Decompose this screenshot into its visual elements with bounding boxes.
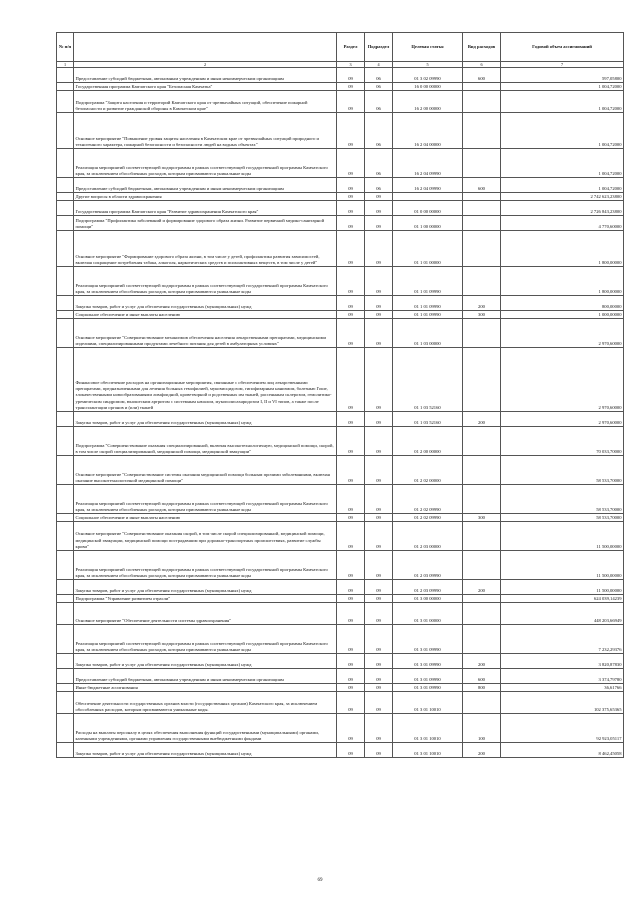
row-podrazdel-cell: 09 [365, 522, 393, 551]
row-amount-cell: 597,05800 [501, 68, 624, 83]
row-expense-type-cell [463, 625, 501, 654]
row-amount-cell: 2 970,60000 [501, 412, 624, 427]
row-name-cell: Основное мероприятие "Повышение уровня защиты населения в Камчатском крае от чрезвычайных ситуаций природного и техногенного характера, пожарной безопасности и безопасности людей на водных объектах" [74, 113, 337, 149]
table-row [57, 113, 624, 149]
row-name-cell: Обеспечение деятельности государственных органов власти (государственных органов) Камчатского края, за исключением обособленных расходов, которым присваиваются уникальные коды. [74, 692, 337, 714]
row-name-cell: Основное мероприятие "Совершенствование оказания скорой, в том числе скорой специализированной, медицинской помощи, медицинской эвакуации, медицинской помощи пострадавшим при дорожно-транспортных происшествиях, развитие службы крови" [74, 522, 337, 551]
row-expense-type-cell [463, 456, 501, 485]
row-podrazdel-cell: 09 [365, 427, 393, 456]
row-razdel-cell: 09 [337, 654, 365, 669]
row-razdel-cell: 09 [337, 514, 365, 522]
row-target-article-cell: 01 2 03 09990 [393, 580, 463, 595]
row-amount-cell: 11 500,00000 [501, 580, 624, 595]
row-number-cell [57, 603, 74, 625]
row-number-cell [57, 692, 74, 714]
table-row [57, 91, 624, 113]
row-podrazdel-cell: 09 [365, 743, 393, 758]
row-expense-type-cell: 200 [463, 412, 501, 427]
row-razdel-cell: 09 [337, 319, 365, 348]
row-name-cell: Основное мероприятие "Совершенствование механизмов обеспечения населения лекарственными препаратами, медицинскими изделиями, специализированными продуктами лечебного питания для детей в амбулаторных условиях" [74, 319, 337, 348]
row-target-article-cell: 01 1 01 09990 [393, 267, 463, 296]
row-razdel-cell: 09 [337, 83, 365, 91]
row-target-article-cell: 01 1 01 00000 [393, 231, 463, 267]
table-row [57, 692, 624, 714]
row-name-cell: Закупка товаров, работ и услуг для обеспечения государственных (муниципальных) нужд [74, 580, 337, 595]
row-razdel-cell: 09 [337, 216, 365, 231]
table-row [57, 216, 624, 231]
row-expense-type-cell [463, 485, 501, 514]
table-row [57, 595, 624, 603]
row-amount-cell: 70 033,70000 [501, 427, 624, 456]
row-podrazdel-cell: 09 [365, 296, 393, 311]
row-number-cell [57, 714, 74, 743]
table-row [57, 319, 624, 348]
row-expense-type-cell: 200 [463, 580, 501, 595]
column-number: 6 [463, 62, 501, 68]
row-podrazdel-cell: 09 [365, 654, 393, 669]
row-podrazdel-cell: 09 [365, 267, 393, 296]
row-razdel-cell: 09 [337, 669, 365, 684]
row-amount-cell: 1 004,72000 [501, 149, 624, 178]
row-podrazdel-cell: 09 [365, 193, 393, 201]
row-number-cell [57, 625, 74, 654]
row-podrazdel-cell: 06 [365, 149, 393, 178]
row-name-cell: Расходы на выплаты персоналу в целях обеспечения выполнения функций государственными (муниципальными) органами, казенными учреждениями, органами управления государственными внебюджетными фондами [74, 714, 337, 743]
row-expense-type-cell [463, 348, 501, 412]
row-razdel-cell: 09 [337, 231, 365, 267]
row-expense-type-cell: 100 [463, 714, 501, 743]
row-name-cell: Основное мероприятие "Обеспечение деятельности системы здравоохранения" [74, 603, 337, 625]
row-podrazdel-cell: 09 [365, 551, 393, 580]
row-razdel-cell: 09 [337, 595, 365, 603]
table-row [57, 669, 624, 684]
row-expense-type-cell [463, 522, 501, 551]
row-razdel-cell: 09 [337, 149, 365, 178]
row-razdel-cell: 09 [337, 91, 365, 113]
row-expense-type-cell [463, 231, 501, 267]
row-expense-type-cell [463, 692, 501, 714]
row-razdel-cell: 09 [337, 412, 365, 427]
row-podrazdel-cell: 09 [365, 603, 393, 625]
row-razdel-cell: 09 [337, 580, 365, 595]
row-amount-cell: 1 004,72000 [501, 113, 624, 149]
row-amount-cell: 3 374,79780 [501, 669, 624, 684]
table-row [57, 654, 624, 669]
row-expense-type-cell [463, 427, 501, 456]
row-target-article-cell: 16 0 00 00000 [393, 83, 463, 91]
row-razdel-cell: 09 [337, 743, 365, 758]
row-number-cell [57, 91, 74, 113]
table-row [57, 412, 624, 427]
table-row [57, 311, 624, 319]
row-name-cell: Реализация мероприятий соответствующей подпрограммы в рамках соответствующей государственной программы Камчатского края, за исключением обособленных расходов, которым присваиваются уникальные коды [74, 149, 337, 178]
row-amount-cell: 2 970,60000 [501, 319, 624, 348]
row-target-article-cell: 01 2 00 00000 [393, 427, 463, 456]
row-target-article-cell: 01 1 03 00000 [393, 319, 463, 348]
row-name-cell: Другие вопросы в области здравоохранения [74, 193, 337, 201]
row-number-cell [57, 216, 74, 231]
row-expense-type-cell: 200 [463, 654, 501, 669]
header-annual-volume: Годовой объем ассигнований [501, 33, 624, 62]
row-amount-cell: 92 923,05117 [501, 714, 624, 743]
row-expense-type-cell [463, 113, 501, 149]
table-row [57, 684, 624, 692]
table-row [57, 485, 624, 514]
header-number: № п/п [57, 33, 74, 62]
row-expense-type-cell [463, 551, 501, 580]
header-target-article: Целевая статья [393, 33, 463, 62]
row-expense-type-cell: 600 [463, 178, 501, 193]
row-podrazdel-cell: 09 [365, 714, 393, 743]
row-razdel-cell: 09 [337, 68, 365, 83]
row-name-cell: Закупка товаров, работ и услуг для обеспечения государственных (муниципальных) нужд [74, 743, 337, 758]
row-name-cell: Социальное обеспечение и иные выплаты населению [74, 514, 337, 522]
row-name-cell: Государственная программа Камчатского края "Безопасная Камчатка" [74, 83, 337, 91]
row-target-article-cell: 01 1 01 09990 [393, 296, 463, 311]
row-number-cell [57, 178, 74, 193]
row-amount-cell: 1 000,00000 [501, 311, 624, 319]
row-razdel-cell: 09 [337, 267, 365, 296]
table-row [57, 522, 624, 551]
row-podrazdel-cell: 09 [365, 216, 393, 231]
table-row [57, 68, 624, 83]
row-name-cell: Закупка товаров, работ и услуг для обеспечения государственных (муниципальных) нужд [74, 412, 337, 427]
row-name-cell: Реализация мероприятий соответствующей подпрограммы в рамках соответствующей государственной программы Камчатского края, за исключением обособленных расходов, которым присваиваются уникальные коды [74, 267, 337, 296]
row-name-cell: Государственная программа Камчатского края "Развитие здравоохранения Камчатского края" [74, 201, 337, 216]
row-expense-type-cell: 200 [463, 743, 501, 758]
row-number-cell [57, 412, 74, 427]
row-amount-cell: 7 232,29376 [501, 625, 624, 654]
row-target-article-cell: 16 2 04 00000 [393, 113, 463, 149]
row-name-cell: Подпрограмма "Управление развитием отрасли" [74, 595, 337, 603]
row-razdel-cell: 09 [337, 684, 365, 692]
row-target-article-cell: 01 2 03 09990 [393, 551, 463, 580]
row-amount-cell: 1 004,72000 [501, 178, 624, 193]
row-target-article-cell: 01 3 01 10010 [393, 692, 463, 714]
column-number: 5 [393, 62, 463, 68]
row-amount-cell: 58 533,70000 [501, 514, 624, 522]
row-number-cell [57, 743, 74, 758]
row-target-article-cell: 01 3 01 09990 [393, 625, 463, 654]
row-expense-type-cell [463, 319, 501, 348]
row-razdel-cell: 09 [337, 201, 365, 216]
row-razdel-cell: 09 [337, 178, 365, 193]
table-row [57, 296, 624, 311]
row-expense-type-cell [463, 201, 501, 216]
row-expense-type-cell: 200 [463, 296, 501, 311]
row-target-article-cell: 01 3 01 10010 [393, 714, 463, 743]
table-row [57, 427, 624, 456]
row-target-article-cell: 16 2 00 00000 [393, 91, 463, 113]
row-name-cell: Основное мероприятие "Совершенствование системы оказания медицинской помощи больным прочими заболеваниями, включая оказание высокотехнологичной медицинской помощи" [74, 456, 337, 485]
row-name-cell: Основное мероприятие "Формирование здорового образа жизни, в том числе у детей, профилактика развития зависимостей, включая сокращение потребления табака, алкоголя, наркотических средств и психоактивных веществ, в том числе у детей" [74, 231, 337, 267]
row-target-article-cell: 16 2 04 09990 [393, 178, 463, 193]
row-target-article-cell: 01 3 02 09990 [393, 68, 463, 83]
row-amount-cell: 58 533,70000 [501, 485, 624, 514]
column-number: 3 [337, 62, 365, 68]
row-number-cell [57, 319, 74, 348]
row-expense-type-cell: 300 [463, 311, 501, 319]
row-expense-type-cell [463, 595, 501, 603]
column-number: 7 [501, 62, 624, 68]
table-row [57, 514, 624, 522]
header-name [74, 33, 337, 62]
table-row [57, 149, 624, 178]
row-number-cell [57, 68, 74, 83]
row-target-article-cell: 01 3 01 09990 [393, 669, 463, 684]
row-number-cell [57, 427, 74, 456]
table-row [57, 178, 624, 193]
row-target-article-cell: 16 2 04 09990 [393, 149, 463, 178]
row-name-cell: Реализация мероприятий соответствующей подпрограммы в рамках соответствующей государственной программы Камчатского края, за исключением обособленных расходов, которым присваиваются уникальные коды [74, 551, 337, 580]
row-name-cell: Закупка товаров, работ и услуг для обеспечения государственных (муниципальных) нужд [74, 296, 337, 311]
row-amount-cell: 1 004,72000 [501, 83, 624, 91]
row-amount-cell: 1 800,00000 [501, 267, 624, 296]
row-expense-type-cell [463, 83, 501, 91]
row-amount-cell: 800,00000 [501, 296, 624, 311]
row-name-cell: Реализация мероприятий соответствующей подпрограммы в рамках соответствующей государственной программы Камчатского края, за исключением обособленных расходов, которым присваиваются уникальные коды [74, 625, 337, 654]
row-expense-type-cell: 600 [463, 68, 501, 83]
row-target-article-cell: 01 1 00 00000 [393, 216, 463, 231]
row-podrazdel-cell: 09 [365, 348, 393, 412]
row-podrazdel-cell: 09 [365, 684, 393, 692]
row-razdel-cell: 09 [337, 296, 365, 311]
row-target-article-cell: 01 2 02 00000 [393, 456, 463, 485]
row-amount-cell: 58 533,70000 [501, 456, 624, 485]
row-target-article-cell: 01 2 02 09990 [393, 514, 463, 522]
row-amount-cell: 1 004,72000 [501, 91, 624, 113]
table-row [57, 193, 624, 201]
row-razdel-cell: 09 [337, 348, 365, 412]
row-number-cell [57, 296, 74, 311]
row-expense-type-cell: 300 [463, 514, 501, 522]
row-razdel-cell: 09 [337, 714, 365, 743]
row-target-article-cell: 01 3 01 00000 [393, 603, 463, 625]
row-number-cell [57, 348, 74, 412]
row-amount-cell: 2 970,60000 [501, 348, 624, 412]
row-razdel-cell: 09 [337, 551, 365, 580]
row-podrazdel-cell: 09 [365, 595, 393, 603]
row-name-cell: Подпрограмма "Совершенствование оказания специализированной, включая высокотехнологичную, медицинской помощи, скорой, в том числе скорой специализированной, медицинской помощи, медицинской эвакуации" [74, 427, 337, 456]
budget-table [56, 32, 624, 758]
row-razdel-cell: 09 [337, 603, 365, 625]
row-podrazdel-cell: 09 [365, 319, 393, 348]
table-row [57, 625, 624, 654]
row-target-article-cell: 01 3 01 10010 [393, 743, 463, 758]
table-row [57, 743, 624, 758]
row-razdel-cell: 09 [337, 193, 365, 201]
row-number-cell [57, 684, 74, 692]
row-podrazdel-cell: 09 [365, 311, 393, 319]
row-expense-type-cell [463, 149, 501, 178]
header-expense-type: Вид расходов [463, 33, 501, 62]
row-number-cell [57, 456, 74, 485]
table-row [57, 580, 624, 595]
row-expense-type-cell: 800 [463, 684, 501, 692]
row-number-cell [57, 669, 74, 684]
row-amount-cell: 2 742 623,23800 [501, 193, 624, 201]
row-expense-type-cell: 600 [463, 669, 501, 684]
row-target-article-cell: 01 1 01 09990 [393, 311, 463, 319]
row-amount-cell: 448 203,66949 [501, 603, 624, 625]
row-podrazdel-cell: 09 [365, 201, 393, 216]
row-amount-cell: 1 800,00000 [501, 231, 624, 267]
row-podrazdel-cell: 06 [365, 178, 393, 193]
header-razdel: Раздел [337, 33, 365, 62]
row-name-cell: Подпрограмма "Профилактика заболеваний и формирование здорового образа жизни. Развитие первичной медико-санитарной помощи" [74, 216, 337, 231]
row-name-cell: Иные бюджетные ассигнования [74, 684, 337, 692]
row-number-cell [57, 113, 74, 149]
row-number-cell [57, 514, 74, 522]
row-amount-cell: 102 375,65365 [501, 692, 624, 714]
table-row [57, 83, 624, 91]
row-target-article-cell: 01 3 01 09990 [393, 654, 463, 669]
row-name-cell: Финансовое обеспечение расходов на организационные мероприятия, связанные с обеспечением лиц лекарственными препаратами, предназначенными для лечения больных гемофилией, муковисцидозом, гипофизарным нанизмом, болезнью Гоше, злокачественными новообразованиями лимфоидной, кроветворной и родственных им тканей, рассеянным склерозом, гемолитико-уремическим синдромом, юношеским артритом с системным началом, мукополисахаридозом I, II и VI типов, а также после трансплантации органов и (или) тканей [74, 348, 337, 412]
row-razdel-cell: 09 [337, 485, 365, 514]
table-row [57, 714, 624, 743]
row-number-cell [57, 551, 74, 580]
row-number-cell [57, 201, 74, 216]
row-target-article-cell: 01 1 03 52160 [393, 348, 463, 412]
row-expense-type-cell [463, 216, 501, 231]
table-row [57, 603, 624, 625]
row-expense-type-cell [463, 193, 501, 201]
row-podrazdel-cell: 09 [365, 514, 393, 522]
budget-table-page [56, 32, 623, 758]
table-row [57, 456, 624, 485]
header-podrazdel: Подраздел [365, 33, 393, 62]
row-number-cell [57, 231, 74, 267]
row-name-cell: Реализация мероприятий соответствующей подпрограммы в рамках соответствующей государственной программы Камчатского края, за исключением обособленных расходов, которым присваиваются уникальные коды [74, 485, 337, 514]
row-podrazdel-cell: 06 [365, 83, 393, 91]
table-row [57, 231, 624, 267]
page-number: 69 [317, 878, 323, 883]
row-number-cell [57, 580, 74, 595]
row-podrazdel-cell: 09 [365, 412, 393, 427]
row-razdel-cell: 09 [337, 625, 365, 654]
row-target-article-cell: 01 1 03 52160 [393, 412, 463, 427]
row-name-cell: Предоставление субсидий бюджетным, автономным учреждениям и иным некоммерческим организациям [74, 68, 337, 83]
table-body [57, 68, 624, 758]
table-row [57, 267, 624, 296]
column-number: 2 [74, 62, 337, 68]
row-number-cell [57, 311, 74, 319]
row-razdel-cell: 09 [337, 311, 365, 319]
row-razdel-cell: 09 [337, 522, 365, 551]
row-expense-type-cell [463, 267, 501, 296]
row-amount-cell: 36,61766 [501, 684, 624, 692]
row-expense-type-cell [463, 91, 501, 113]
row-podrazdel-cell: 09 [365, 669, 393, 684]
row-podrazdel-cell: 09 [365, 625, 393, 654]
table-row [57, 201, 624, 216]
row-name-cell: Подпрограмма "Защита населения и территорий Камчатского края от чрезвычайных ситуаций, обеспечение пожарной безопасности и развитие гражданской обороны в Камчатском крае" [74, 91, 337, 113]
row-amount-cell: 11 500,00000 [501, 522, 624, 551]
row-target-article-cell: 01 3 01 09990 [393, 684, 463, 692]
row-amount-cell: 11 500,00000 [501, 551, 624, 580]
row-amount-cell: 624 039,14239 [501, 595, 624, 603]
row-podrazdel-cell: 06 [365, 91, 393, 113]
column-number: 1 [57, 62, 74, 68]
row-name-cell: Предоставление субсидий бюджетным, автономным учреждениям и иным некоммерческим организациям [74, 669, 337, 684]
row-podrazdel-cell: 09 [365, 580, 393, 595]
row-number-cell [57, 654, 74, 669]
row-podrazdel-cell: 06 [365, 68, 393, 83]
row-podrazdel-cell: 06 [365, 113, 393, 149]
row-number-cell [57, 595, 74, 603]
row-razdel-cell: 09 [337, 692, 365, 714]
row-name-cell: Социальное обеспечение и иные выплаты населению [74, 311, 337, 319]
row-target-article-cell: 01 3 00 00000 [393, 595, 463, 603]
row-target-article-cell: 01 0 00 00000 [393, 201, 463, 216]
row-target-article-cell: 01 2 02 09990 [393, 485, 463, 514]
row-number-cell [57, 193, 74, 201]
row-target-article-cell [393, 193, 463, 201]
row-number-cell [57, 149, 74, 178]
row-number-cell [57, 485, 74, 514]
row-amount-cell: 2 726 843,23800 [501, 201, 624, 216]
row-amount-cell: 4 770,60000 [501, 216, 624, 231]
table-row [57, 348, 624, 412]
row-podrazdel-cell: 09 [365, 485, 393, 514]
row-podrazdel-cell: 09 [365, 456, 393, 485]
row-number-cell [57, 267, 74, 296]
row-podrazdel-cell: 09 [365, 231, 393, 267]
column-number: 4 [365, 62, 393, 68]
table-row [57, 551, 624, 580]
row-amount-cell: 3 820,87830 [501, 654, 624, 669]
row-name-cell: Предоставление субсидий бюджетным, автономным учреждениям и иным некоммерческим организациям [74, 178, 337, 193]
row-number-cell [57, 83, 74, 91]
row-expense-type-cell [463, 603, 501, 625]
row-name-cell: Закупка товаров, работ и услуг для обеспечения государственных (муниципальных) нужд [74, 654, 337, 669]
row-podrazdel-cell: 09 [365, 692, 393, 714]
row-razdel-cell: 09 [337, 113, 365, 149]
row-number-cell [57, 522, 74, 551]
row-razdel-cell: 09 [337, 427, 365, 456]
row-razdel-cell: 09 [337, 456, 365, 485]
row-amount-cell: 8 462,45058 [501, 743, 624, 758]
header-row [57, 33, 624, 62]
row-target-article-cell: 01 2 03 00000 [393, 522, 463, 551]
